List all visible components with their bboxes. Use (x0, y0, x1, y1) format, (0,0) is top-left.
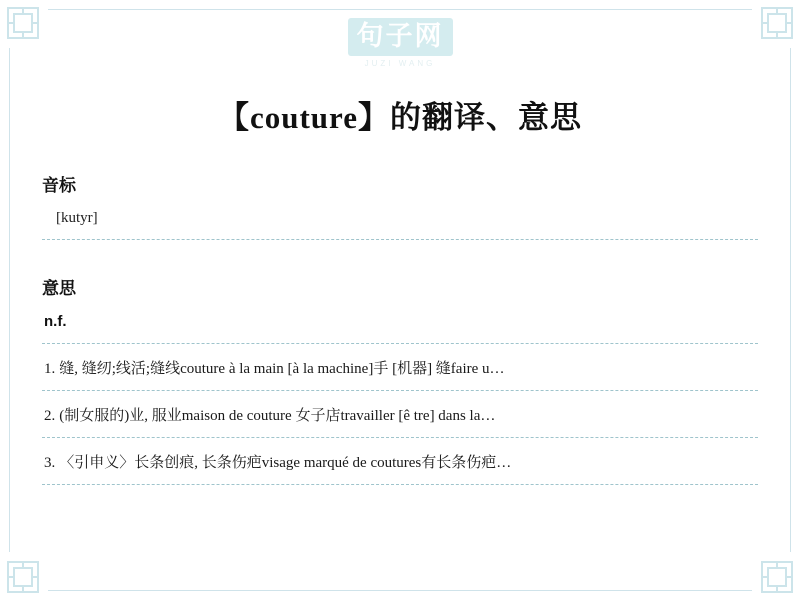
sense-text: 〈引申义〉长条创痕, 长条伤疤visage marqué de coutures有长条伤疤… (59, 455, 512, 471)
border-line-left (9, 48, 10, 552)
page-title (42, 92, 758, 137)
corner-ornament-bottom-right (760, 560, 794, 594)
logo-subtitle: JUZI WANG (364, 59, 436, 69)
corner-ornament-top-left (6, 6, 40, 40)
title-bracket-open: 【 (217, 100, 250, 135)
site-logo (42, 14, 758, 80)
corner-ornament-bottom-left (6, 560, 40, 594)
phonetic-value: [kutyr] (56, 210, 98, 226)
section-heading-phonetic: 音标 (42, 176, 76, 195)
divider-phonetic (42, 239, 758, 240)
sense-text: 缝, 缝纫;线活;缝线couture à la main [à la machine]手 [机器] 缝faire u… (59, 361, 505, 377)
sense-item (42, 391, 758, 437)
sense-text: (制女服的)业, 服业maison de couture 女子店travailler [ê tre] dans la… (59, 408, 496, 424)
border-line-bottom (48, 590, 752, 591)
part-of-speech: n.f. (44, 313, 67, 330)
logo-badge-text: 句子网 (348, 18, 453, 56)
border-line-right (790, 48, 791, 552)
sense-number: 3. (44, 455, 56, 471)
title-word: couture (249, 100, 359, 135)
title-bracket-close: 】 (358, 100, 391, 135)
sense-item (42, 438, 758, 484)
sense-item (42, 344, 758, 390)
title-suffix: 的翻译、意思 (390, 100, 583, 135)
sense-number: 1. (44, 361, 56, 377)
border-line-top (48, 9, 752, 10)
page-content (42, 14, 758, 580)
divider-sense-3 (42, 484, 758, 485)
section-heading-meaning: 意思 (42, 279, 76, 298)
sense-number: 2. (44, 408, 56, 424)
corner-ornament-top-right (760, 6, 794, 40)
